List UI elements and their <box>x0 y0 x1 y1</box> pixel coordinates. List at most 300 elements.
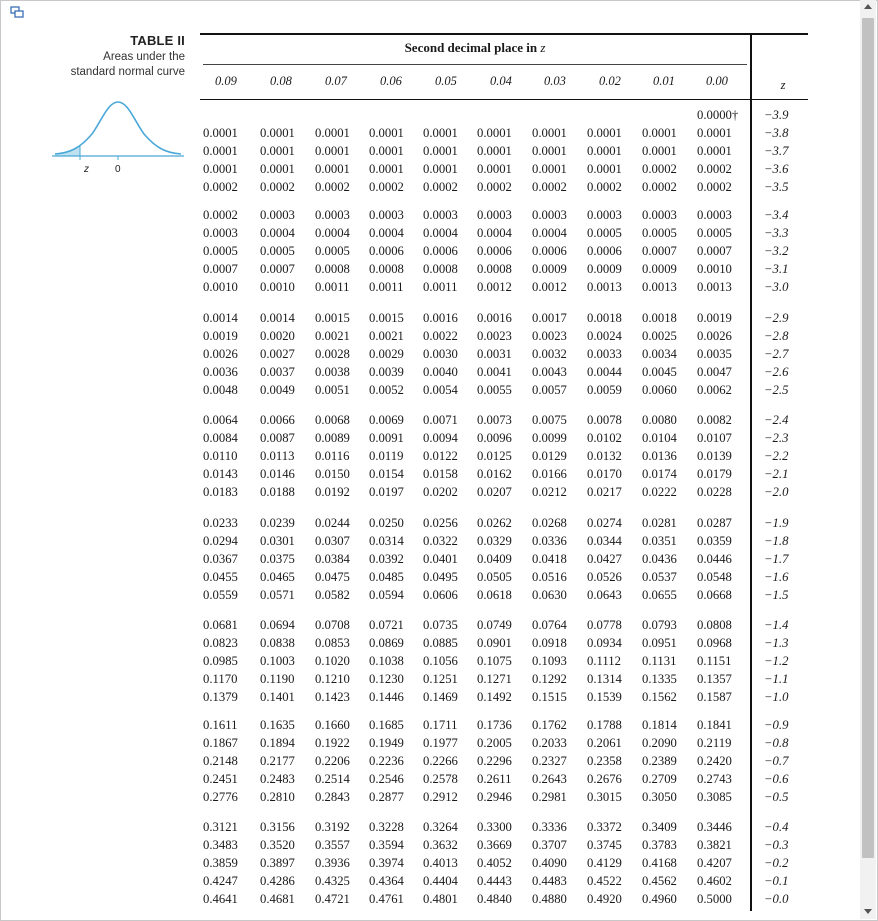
table-cell: 0.0013 <box>697 280 732 294</box>
table-cell: 0.0001 <box>532 144 567 158</box>
table-cell: 0.0001 <box>369 144 404 158</box>
table-cell: 0.0003 <box>260 208 295 222</box>
table-cell: 0.0005 <box>587 226 622 240</box>
table-cell: 0.0002 <box>642 162 677 176</box>
table-cell: 0.0122 <box>423 449 458 463</box>
z-value: −2.3 <box>764 431 789 445</box>
z-value: −0.8 <box>764 736 789 750</box>
table-cell: 0.1357 <box>697 672 732 686</box>
table-cell: 0.0918 <box>532 636 567 650</box>
table-row <box>203 365 803 383</box>
table-cell: 0.0274 <box>587 516 622 530</box>
table-cell: 0.1711 <box>423 718 458 732</box>
table-cell: 0.3192 <box>315 820 350 834</box>
table-cell: 0.3897 <box>260 856 295 870</box>
table-cell: 0.0233 <box>203 516 238 530</box>
table-cell: 0.0384 <box>315 552 350 566</box>
table-cell: 0.0183 <box>203 485 238 499</box>
table-cell: 0.0031 <box>477 347 512 361</box>
scroll-down-arrow-icon[interactable] <box>864 909 872 914</box>
table-cell: 0.0002 <box>532 180 567 194</box>
table-cell: 0.0087 <box>260 431 295 445</box>
column-header: 0.00 <box>706 74 728 88</box>
table-cell: 0.0015 <box>315 311 350 325</box>
column-header: 0.05 <box>435 74 457 88</box>
table-cell: 0.0006 <box>477 244 512 258</box>
table-cell: 0.0021 <box>369 329 404 343</box>
table-cell: 0.0006 <box>369 244 404 258</box>
table-cell: 0.0197 <box>369 485 404 499</box>
table-row <box>203 754 803 772</box>
table-cell: 0.4721 <box>315 892 350 906</box>
table-cell: 0.0069 <box>369 413 404 427</box>
table-cell: 0.4840 <box>477 892 512 906</box>
table-cell: 0.0044 <box>587 365 622 379</box>
table-cell: 0.0154 <box>369 467 404 481</box>
table-cell: 0.3557 <box>315 838 350 852</box>
table-cell: 0.3336 <box>532 820 567 834</box>
table-cell: 0.0001 <box>697 144 732 158</box>
window-restore-icon[interactable] <box>10 6 24 18</box>
table-cell: 0.0001 <box>369 126 404 140</box>
table-cell: 0.0001 <box>260 126 295 140</box>
table-cell: 0.0150 <box>315 467 350 481</box>
column-header: 0.02 <box>599 74 621 88</box>
table-cell: 0.0125 <box>477 449 512 463</box>
table-cell: 0.0014 <box>203 311 238 325</box>
table-cell: 0.0007 <box>642 244 677 258</box>
table-cell: 0.0749 <box>477 618 512 632</box>
table-cell: 0.0001 <box>642 144 677 158</box>
row-group <box>203 108 803 198</box>
table-cell: 0.0023 <box>532 329 567 343</box>
table-cell: 0.0139 <box>697 449 732 463</box>
table-cell: 0.3859 <box>203 856 238 870</box>
table-cell: 0.0011 <box>315 280 350 294</box>
table-cell: 0.0004 <box>260 226 295 240</box>
column-header: 0.08 <box>270 74 292 88</box>
table-cell: 0.0281 <box>642 516 677 530</box>
table-cell: 0.0188 <box>260 485 295 499</box>
table-cell: 0.0001 <box>203 144 238 158</box>
table-title-block <box>30 33 185 80</box>
table-cell: 0.0007 <box>203 262 238 276</box>
table-cell: 0.0004 <box>423 226 458 240</box>
table-cell: 0.0034 <box>642 347 677 361</box>
table-row <box>203 838 803 856</box>
table-cell: 0.1635 <box>260 718 295 732</box>
table-cell: 0.1562 <box>642 690 677 704</box>
table-cell: 0.0036 <box>203 365 238 379</box>
table-cell: 0.1292 <box>532 672 567 686</box>
table-cell: 0.0694 <box>260 618 295 632</box>
table-cell: 0.0256 <box>423 516 458 530</box>
table-subtitle-2: standard normal curve <box>70 66 185 78</box>
table-cell: 0.1075 <box>477 654 512 668</box>
table-cell: 0.0001 <box>587 144 622 158</box>
table-cell: 0.1401 <box>260 690 295 704</box>
table-cell: 0.0582 <box>315 588 350 602</box>
table-cell: 0.0119 <box>369 449 404 463</box>
table-cell: 0.0003 <box>642 208 677 222</box>
table-cell: 0.0212 <box>532 485 567 499</box>
table-cell: 0.0099 <box>532 431 567 445</box>
table-cell: 0.0294 <box>203 534 238 548</box>
table-row <box>203 772 803 790</box>
table-title: TABLE II <box>130 33 185 48</box>
table-cell: 0.0084 <box>203 431 238 445</box>
table-cell: 0.1611 <box>203 718 238 732</box>
table-cell: 0.0006 <box>423 244 458 258</box>
table-cell: 0.0853 <box>315 636 350 650</box>
table-cell: 0.0708 <box>315 618 350 632</box>
z-value: −3.5 <box>764 180 789 194</box>
z-value: −2.4 <box>764 413 789 427</box>
table-row <box>203 226 803 244</box>
table-cell: 0.0096 <box>477 431 512 445</box>
table-cell: 0.2981 <box>532 790 567 804</box>
table-cell: 0.0287 <box>697 516 732 530</box>
table-cell: 0.1492 <box>477 690 512 704</box>
table-cell: 0.0032 <box>532 347 567 361</box>
header-second-decimal: Second decimal place in z <box>404 40 546 55</box>
row-group <box>203 718 803 808</box>
z-value: −2.0 <box>764 485 789 499</box>
table-cell: 0.0002 <box>642 180 677 194</box>
table-cell: 0.0336 <box>532 534 567 548</box>
z-value: −0.6 <box>764 772 789 786</box>
table-cell: 0.0129 <box>532 449 567 463</box>
table-cell: 0.0028 <box>315 347 350 361</box>
table-cell: 0.0019 <box>203 329 238 343</box>
table-cell: 0.1736 <box>477 718 512 732</box>
table-cell: 0.0001 <box>532 162 567 176</box>
table-cell: 0.4207 <box>697 856 732 870</box>
table-cell: 0.2877 <box>369 790 404 804</box>
z-value: −0.2 <box>764 856 789 870</box>
z-value: −0.7 <box>764 754 789 768</box>
vertical-scrollbar[interactable] <box>860 0 876 919</box>
table-cell: 0.0003 <box>203 226 238 240</box>
table-cell: 0.0250 <box>369 516 404 530</box>
table-cell: 0.0002 <box>423 180 458 194</box>
table-cell: 0.3974 <box>369 856 404 870</box>
table-cell: 0.0207 <box>477 485 512 499</box>
table-cell: 0.0010 <box>260 280 295 294</box>
table-cell: 0.0485 <box>369 570 404 584</box>
curve-label-zero: 0 <box>115 164 121 175</box>
table-cell: 0.0005 <box>260 244 295 258</box>
table-cell: 0.0392 <box>369 552 404 566</box>
table-row <box>203 467 803 485</box>
table-cell: 0.4960 <box>642 892 677 906</box>
table-cell: 0.3745 <box>587 838 622 852</box>
table-cell: 0.2358 <box>587 754 622 768</box>
scroll-up-arrow-icon[interactable] <box>864 4 872 9</box>
table-cell: 0.3783 <box>642 838 677 852</box>
table-cell: 0.0001 <box>587 126 622 140</box>
row-group <box>203 413 803 503</box>
table-cell: 0.2206 <box>315 754 350 768</box>
table-row <box>203 618 803 636</box>
table-row <box>203 654 803 672</box>
table-cell: 0.0401 <box>423 552 458 566</box>
table-cell: 0.0008 <box>369 262 404 276</box>
table-cell: 0.0409 <box>477 552 512 566</box>
table-row <box>203 126 803 144</box>
table-cell: 0.2119 <box>697 736 732 750</box>
table-cell: 0.0001 <box>203 126 238 140</box>
table-cell: 0.0113 <box>260 449 295 463</box>
table-cell: 0.0002 <box>203 180 238 194</box>
table-cell: 0.2327 <box>532 754 567 768</box>
table-cell: 0.0033 <box>587 347 622 361</box>
table-cell: 0.0001 <box>423 144 458 158</box>
z-value: −2.2 <box>764 449 789 463</box>
table-cell: 0.0073 <box>477 413 512 427</box>
table-cell: 0.0228 <box>697 485 732 499</box>
row-group <box>203 618 803 708</box>
table-row <box>203 874 803 892</box>
table-cell: 0.0048 <box>203 383 238 397</box>
table-cell: 0.0062 <box>697 383 732 397</box>
table-row <box>203 636 803 654</box>
table-cell: 0.0000† <box>697 108 739 122</box>
table-cell: 0.0004 <box>369 226 404 240</box>
z-value: −1.5 <box>764 588 789 602</box>
table-top-rule <box>200 33 808 35</box>
table-cell: 0.0764 <box>532 618 567 632</box>
table-cell: 0.0606 <box>423 588 458 602</box>
z-value: −1.2 <box>764 654 789 668</box>
table-cell: 0.0012 <box>477 280 512 294</box>
table-cell: 0.0094 <box>423 431 458 445</box>
table-row <box>203 347 803 365</box>
table-cell: 0.0202 <box>423 485 458 499</box>
z-value: −3.1 <box>764 262 789 276</box>
table-cell: 0.1685 <box>369 718 404 732</box>
table-cell: 0.0001 <box>315 162 350 176</box>
table-cell: 0.4483 <box>532 874 567 888</box>
table-cell: 0.0838 <box>260 636 295 650</box>
table-cell: 0.0068 <box>315 413 350 427</box>
table-cell: 0.0017 <box>532 311 567 325</box>
table-cell: 0.0594 <box>369 588 404 602</box>
table-cell: 0.3707 <box>532 838 567 852</box>
table-cell: 0.3015 <box>587 790 622 804</box>
table-cell: 0.0006 <box>587 244 622 258</box>
scrollbar-thumb[interactable] <box>862 18 874 858</box>
table-cell: 0.0010 <box>203 280 238 294</box>
table-cell: 0.0002 <box>697 180 732 194</box>
table-cell: 0.1922 <box>315 736 350 750</box>
z-value: −2.5 <box>764 383 789 397</box>
column-header: 0.06 <box>380 74 402 88</box>
table-cell: 0.0015 <box>369 311 404 325</box>
z-value: −0.5 <box>764 790 789 804</box>
table-cell: 0.1977 <box>423 736 458 750</box>
table-cell: 0.1587 <box>697 690 732 704</box>
table-cell: 0.3632 <box>423 838 458 852</box>
table-row <box>203 449 803 467</box>
table-cell: 0.4286 <box>260 874 295 888</box>
table-cell: 0.1151 <box>697 654 732 668</box>
table-cell: 0.2676 <box>587 772 622 786</box>
table-cell: 0.4090 <box>532 856 567 870</box>
table-cell: 0.0035 <box>697 347 732 361</box>
table-cell: 0.0808 <box>697 618 732 632</box>
table-cell: 0.0869 <box>369 636 404 650</box>
table-row <box>203 180 803 198</box>
table-cell: 0.0002 <box>203 208 238 222</box>
table-cell: 0.0066 <box>260 413 295 427</box>
table-cell: 0.4129 <box>587 856 622 870</box>
table-cell: 0.0005 <box>315 244 350 258</box>
table-cell: 0.2236 <box>369 754 404 768</box>
table-cell: 0.1423 <box>315 690 350 704</box>
table-cell: 0.0003 <box>587 208 622 222</box>
table-cell: 0.0010 <box>697 262 732 276</box>
table-cell: 0.4920 <box>587 892 622 906</box>
table-cell: 0.0082 <box>697 413 732 427</box>
table-cell: 0.0004 <box>477 226 512 240</box>
table-cell: 0.3300 <box>477 820 512 834</box>
table-cell: 0.0427 <box>587 552 622 566</box>
table-cell: 0.0174 <box>642 467 677 481</box>
z-value: −2.7 <box>764 347 789 361</box>
table-cell: 0.1251 <box>423 672 458 686</box>
table-row <box>203 736 803 754</box>
table-cell: 0.0143 <box>203 467 238 481</box>
table-cell: 0.4562 <box>642 874 677 888</box>
table-cell: 0.0537 <box>642 570 677 584</box>
table-cell: 0.0301 <box>260 534 295 548</box>
table-cell: 0.4404 <box>423 874 458 888</box>
z-value: −1.4 <box>764 618 789 632</box>
table-row <box>203 570 803 588</box>
table-cell: 0.4641 <box>203 892 238 906</box>
table-cell: 0.1003 <box>260 654 295 668</box>
table-row <box>203 588 803 606</box>
table-cell: 0.0222 <box>642 485 677 499</box>
table-cell: 0.0075 <box>532 413 567 427</box>
table-cell: 0.0136 <box>642 449 677 463</box>
table-cell: 0.0059 <box>587 383 622 397</box>
table-cell: 0.0885 <box>423 636 458 650</box>
table-cell: 0.2843 <box>315 790 350 804</box>
z-value: −2.8 <box>764 329 789 343</box>
column-header: 0.01 <box>653 74 675 88</box>
table-cell: 0.0007 <box>260 262 295 276</box>
table-cell: 0.1949 <box>369 736 404 750</box>
table-cell: 0.0091 <box>369 431 404 445</box>
table-cell: 0.2005 <box>477 736 512 750</box>
table-cell: 0.1841 <box>697 718 732 732</box>
table-cell: 0.3085 <box>697 790 732 804</box>
table-cell: 0.2709 <box>642 772 677 786</box>
table-row <box>203 280 803 298</box>
z-value: −1.7 <box>764 552 789 566</box>
table-cell: 0.0823 <box>203 636 238 650</box>
table-cell: 0.0018 <box>642 311 677 325</box>
table-cell: 0.0009 <box>642 262 677 276</box>
table-cell: 0.0104 <box>642 431 677 445</box>
table-cell: 0.2743 <box>697 772 732 786</box>
table-cell: 0.0495 <box>423 570 458 584</box>
table-cell: 0.0375 <box>260 552 295 566</box>
table-cell: 0.3121 <box>203 820 238 834</box>
table-cell: 0.1660 <box>315 718 350 732</box>
z-value: −3.7 <box>764 144 789 158</box>
curve-label-z: z <box>84 164 89 175</box>
z-value: −1.1 <box>764 672 789 686</box>
table-cell: 0.0029 <box>369 347 404 361</box>
table-cell: 0.3409 <box>642 820 677 834</box>
normal-curve-figure <box>50 90 190 180</box>
table-row <box>203 856 803 874</box>
table-cell: 0.0314 <box>369 534 404 548</box>
table-cell: 0.2946 <box>477 790 512 804</box>
z-value: −3.3 <box>764 226 789 240</box>
table-row <box>203 329 803 347</box>
column-header: 0.09 <box>215 74 237 88</box>
table-cell: 0.1271 <box>477 672 512 686</box>
table-cell: 0.1230 <box>369 672 404 686</box>
table-cell: 0.0026 <box>203 347 238 361</box>
table-cell: 0.3264 <box>423 820 458 834</box>
table-cell: 0.0016 <box>423 311 458 325</box>
table-cell: 0.0005 <box>642 226 677 240</box>
table-cell: 0.0951 <box>642 636 677 650</box>
table-cell: 0.0009 <box>587 262 622 276</box>
table-cell: 0.4013 <box>423 856 458 870</box>
table-cell: 0.0026 <box>697 329 732 343</box>
table-cell: 0.0041 <box>477 365 512 379</box>
column-header: 0.03 <box>544 74 566 88</box>
table-cell: 0.0019 <box>697 311 732 325</box>
table-cell: 0.0001 <box>423 126 458 140</box>
table-cell: 0.0049 <box>260 383 295 397</box>
table-cell: 0.2090 <box>642 736 677 750</box>
z-value: −0.1 <box>764 874 789 888</box>
table-cell: 0.0102 <box>587 431 622 445</box>
table-cell: 0.0110 <box>203 449 238 463</box>
table-row <box>203 311 803 329</box>
table-cell: 0.0548 <box>697 570 732 584</box>
table-cell: 0.0047 <box>697 365 732 379</box>
table-cell: 0.0025 <box>642 329 677 343</box>
table-cell: 0.0027 <box>260 347 295 361</box>
table-cell: 0.0001 <box>315 126 350 140</box>
table-cell: 0.3936 <box>315 856 350 870</box>
table-cell: 0.0008 <box>423 262 458 276</box>
table-cell: 0.0030 <box>423 347 458 361</box>
table-cell: 0.3228 <box>369 820 404 834</box>
table-cell: 0.0418 <box>532 552 567 566</box>
table-cell: 0.0436 <box>642 552 677 566</box>
z-value: −0.4 <box>764 820 789 834</box>
table-cell: 0.0052 <box>369 383 404 397</box>
table-cell: 0.0016 <box>477 311 512 325</box>
table-cell: 0.0011 <box>423 280 458 294</box>
table-cell: 0.0020 <box>260 329 295 343</box>
bell-curve <box>55 102 181 154</box>
table-cell: 0.0003 <box>315 208 350 222</box>
table-cell: 0.2296 <box>477 754 512 768</box>
table-cell: 0.2389 <box>642 754 677 768</box>
table-cell: 0.2912 <box>423 790 458 804</box>
table-cell: 0.0001 <box>260 144 295 158</box>
